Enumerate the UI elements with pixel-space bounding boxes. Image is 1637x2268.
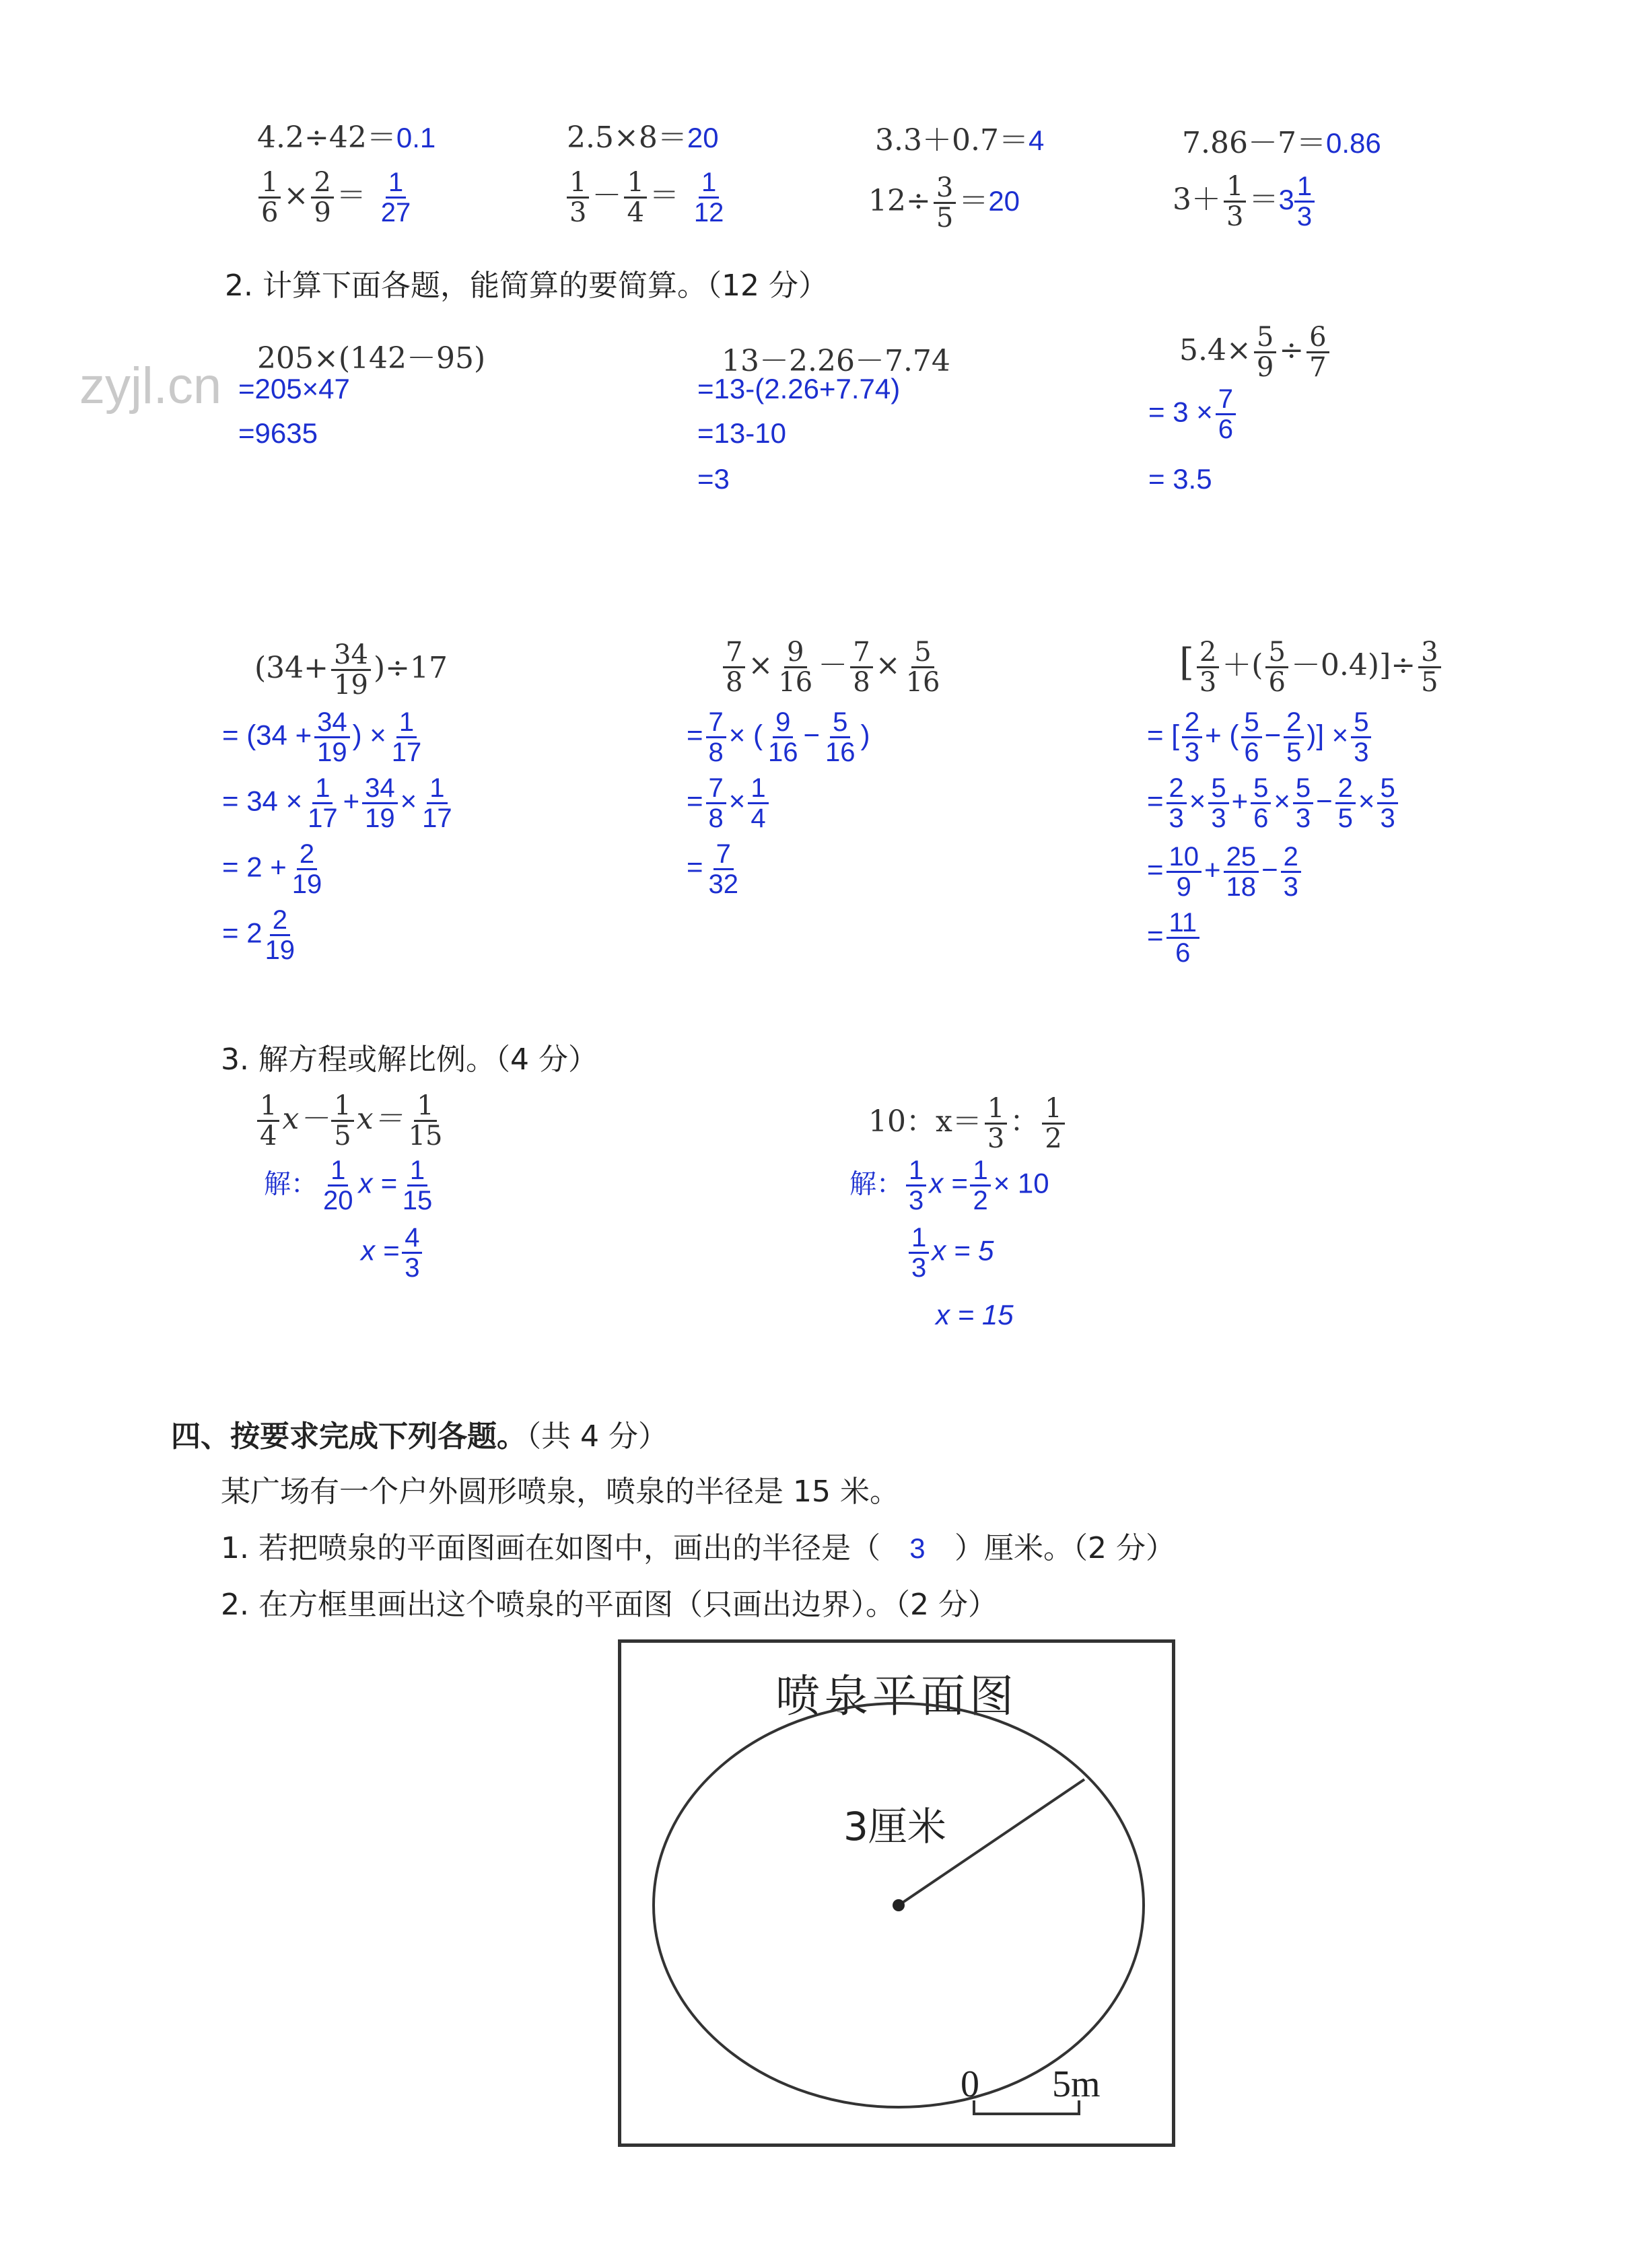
oral-item-1 — [257, 113, 436, 156]
oral-answer: 4 — [1028, 125, 1045, 156]
problem-2-question: 13－2.26－7.74 — [722, 344, 950, 378]
oral-answer: 0.1 — [396, 122, 436, 153]
equation-1-question: $\frac{1}{4}$ x－ $\frac{1}{5}$ x＝ $\frac{1}{15}$ — [254, 1092, 448, 1150]
problem-1-question: 205×(142－95) — [257, 341, 486, 376]
oral-item-7: 12÷ $\frac{3}{5}$ ＝20 — [868, 172, 1020, 234]
watermark: zyjl.cn — [79, 357, 222, 415]
problem-6-step-2: = $\frac{2}{3}$ × $\frac{5}{3}$ + $\frac{5}{6}$ × $\frac{5}{3}$ − $\frac{2}{5}$ × $\frac{5}{3}$ — [1147, 774, 1401, 832]
problem-3-step-2: = 3.5 — [1148, 463, 1212, 495]
problem-4-question: (34+ $\frac{34}{19}$ )÷17 — [254, 639, 448, 701]
center-dot — [893, 1899, 905, 1911]
equation-2-step-1: 解： $\frac{1}{3}$ x = $\frac{1}{2}$ × 10 — [849, 1156, 1049, 1215]
problem-4-step-2: = 34 × $\frac{1}{17}$ + $\frac{34}{19}$ × $\frac{1}{17}$ — [222, 773, 452, 833]
problem-2-step-1: =13-(2.26+7.74) — [697, 373, 901, 404]
equation-2-step-2: $\frac{1}{3}$ x = 5 — [909, 1224, 994, 1282]
scale-zero-label: 0 — [961, 2063, 979, 2105]
equation-1-step-2: x = $\frac{4}{3}$ — [361, 1224, 425, 1282]
problem-3-step-1: = 3 × $\frac{7}{6}$ — [1148, 385, 1239, 444]
problem-5-question: $\frac{7}{8}$ × $\frac{9}{16}$ － $\frac{7}{8}$ × $\frac{5}{16}$ — [720, 638, 945, 697]
problem-2-step-3: =3 — [697, 463, 730, 495]
oral-question: 7.86－7＝ — [1182, 126, 1326, 160]
problem-6-step-1: = [ $\frac{2}{3}$ + ( $\frac{5}{6}$ − $\frac{2}{5}$ )] × $\frac{5}{3}$ — [1147, 708, 1374, 767]
radius-label: 3厘米 — [843, 1804, 946, 1849]
figure-title: 喷泉平面图 — [775, 1670, 1018, 1722]
problem-2-step-2: =13-10 — [697, 417, 786, 449]
problem-5-step-2: = $\frac{7}{8}$ × $\frac{1}{4}$ — [687, 774, 771, 832]
oral-item-6: $\frac{1}{3}$ － $\frac{1}{4}$ ＝ $\frac{1}{12}$ — [564, 168, 729, 227]
section-4-intro: 某广场有一个户外圆形喷泉，喷泉的半径是 15 米。 — [221, 1475, 899, 1509]
problem-4-step-3: = 2 + $\frac{2}{19}$ — [222, 839, 322, 899]
equation-2-question: 10：x＝ $\frac{1}{3}$ ： $\frac{1}{2}$ — [868, 1094, 1068, 1153]
oral-item-3 — [875, 116, 1044, 159]
problem-4-step-1: = (34 + $\frac{34}{19}$ ) × $\frac{1}{17}$ — [222, 707, 422, 767]
section-4-question-2: 2. 在方框里画出这个喷泉的平面图（只画出边界）。（2 分） — [221, 1588, 998, 1622]
fountain-figure-frame — [618, 1639, 1175, 2147]
oral-question: 3.3＋0.7＝ — [875, 123, 1029, 157]
problem-1-step-2: =9635 — [238, 417, 318, 449]
section-4-question-1: 1. 若把喷泉的平面图画在如图中，画出的半径是（ 3 ）厘米。（2 分） — [221, 1531, 1175, 1565]
problem-6-step-3: = $\frac{10}{9}$ + $\frac{25}{18}$ − $\frac{2}{3}$ — [1147, 843, 1304, 901]
problem-6-step-4: = $\frac{11}{6}$ — [1147, 909, 1202, 967]
equation-1-step-1: 解： $\frac{1}{20}$ x = $\frac{1}{15}$ — [264, 1156, 433, 1215]
problem-5-step-1: = $\frac{7}{8}$ × ( $\frac{9}{16}$ − $\frac{5}{16}$ ) — [687, 707, 870, 767]
oral-item-4 — [1182, 118, 1381, 162]
section-2-title: 2. 计算下面各题，能简算的要简算。（12 分） — [225, 269, 828, 303]
section-3-title: 3. 解方程或解比例。（4 分） — [221, 1042, 598, 1077]
scale-length-label: 5m — [1052, 2063, 1101, 2105]
equation-2-step-3: x = 15 — [936, 1299, 1014, 1331]
problem-3-question: 5.4× $\frac{5}{9}$ ÷ $\frac{6}{7}$ — [1179, 323, 1332, 382]
problem-4-step-4: = 2 $\frac{2}{19}$ — [222, 905, 295, 965]
problem-1-step-1: =205×47 — [238, 373, 350, 404]
section-4-title: 四、按要求完成下列各题。（共 4 分） — [171, 1419, 668, 1454]
oral-question: 4.2÷42＝ — [257, 120, 396, 155]
oral-item-8: 3＋ $\frac{1}{3}$ ＝3 $\frac{1}{3}$ — [1173, 172, 1317, 231]
oral-answer: 20 — [687, 122, 719, 153]
problem-5-step-3: = $\frac{7}{32}$ — [687, 839, 739, 899]
oral-question: 2.5×8＝ — [567, 120, 687, 155]
oral-item-5: $\frac{1}{6}$ × $\frac{2}{9}$ ＝ $\frac{1}{27}$ — [256, 168, 416, 227]
problem-6-question: [ $\frac{2}{3}$ ＋( $\frac{5}{6}$ －0.4)]÷ $\frac{3}{5}$ — [1179, 638, 1444, 697]
oral-answer: 0.86 — [1325, 127, 1381, 159]
oral-item-2 — [567, 113, 719, 156]
